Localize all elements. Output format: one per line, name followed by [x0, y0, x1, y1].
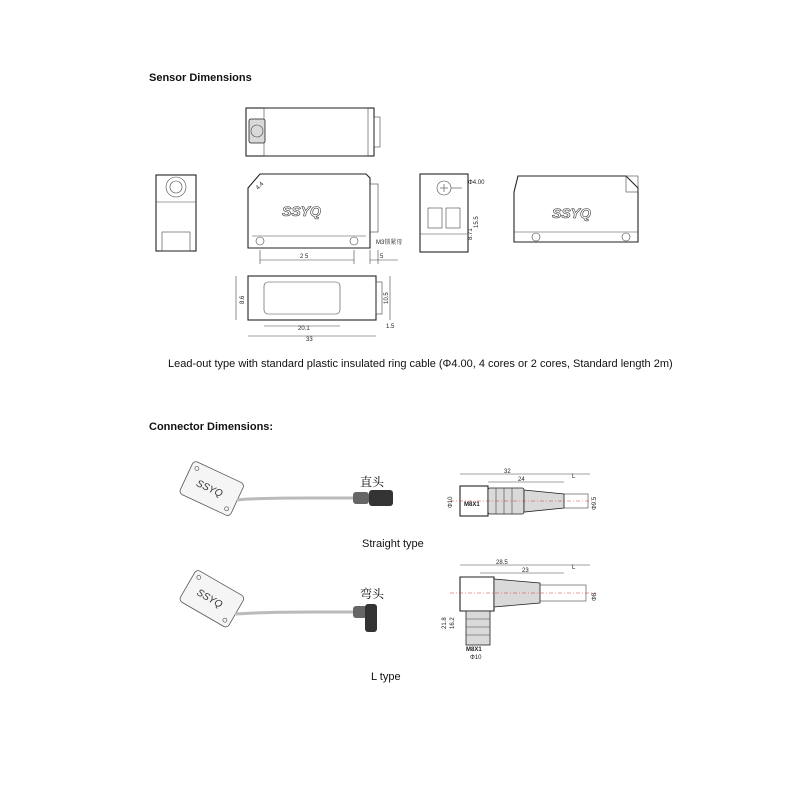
- dim-m3-label: M3锁紧母: [376, 240, 403, 246]
- sensor-left-end-view-drawing: [152, 172, 202, 257]
- l-connector-drawing: [440, 555, 605, 665]
- dim-l-23: 23: [522, 568, 529, 574]
- dim-straight-24: 24: [518, 477, 525, 483]
- dim-phi400: Φ4.00: [468, 180, 485, 186]
- dim-871: 8.71: [468, 228, 474, 240]
- dim-155: 15.5: [474, 216, 480, 228]
- sensor-front-end-view-drawing: [418, 170, 498, 260]
- dim-straight-phi10: Φ10: [448, 496, 454, 508]
- svg-text:SSYQ: SSYQ: [282, 203, 321, 219]
- dim-l-L: L: [572, 565, 576, 571]
- sensor-bottom-view-drawing: [232, 268, 402, 346]
- sensor-top-view-drawing: [240, 105, 385, 160]
- l-connector-illustration: [175, 570, 415, 645]
- dim-86: 8.6: [240, 295, 246, 304]
- cable-caption: Lead-out type with standard plastic insulated ring cable (Φ4.00, 4 cores or 2 cores, Standard length 2m): [168, 358, 673, 370]
- dim-corner: 4.4: [255, 181, 266, 192]
- dim-33: 33: [306, 337, 313, 343]
- connector-dimensions-title: Connector Dimensions:: [149, 421, 274, 433]
- dim-l-285: 28.5: [496, 560, 508, 566]
- l-cjk-label: 弯头: [360, 587, 385, 601]
- dim-straight-cable: Φ9.5: [592, 496, 598, 510]
- dim-201: 20.1: [298, 326, 310, 332]
- sensor-dimensions-title: Sensor Dimensions: [149, 72, 252, 84]
- straight-cjk-label: 直头: [360, 475, 385, 489]
- dim-l-phi8: Φ8: [592, 592, 598, 601]
- dim-straight-thread: M8X1: [464, 502, 480, 508]
- l-logo: SSYQ: [194, 587, 225, 611]
- dim-right-offset: 5: [380, 254, 384, 260]
- straight-type-caption: Straight type: [362, 538, 424, 550]
- sensor-logo: [282, 203, 321, 219]
- sensor-side-view-drawing: [238, 168, 403, 283]
- dim-l-162: 16.2: [450, 617, 456, 629]
- sensor-back-logo: SSYQ: [552, 205, 591, 221]
- straight-connector-drawing: [440, 464, 600, 524]
- sensor-back-view-drawing: [508, 172, 658, 257]
- dim-straight-32: 32: [504, 469, 511, 475]
- dim-straight-L: L: [572, 474, 576, 480]
- dim-l-218: 21.8: [442, 617, 448, 629]
- dim-15: 1.5: [386, 324, 395, 330]
- dim-105: 10.5: [384, 292, 390, 304]
- l-type-caption: L type: [371, 671, 401, 683]
- dim-l-thread: M8X1: [466, 647, 482, 653]
- dim-l-phi10: Φ10: [470, 655, 482, 661]
- dim-pitch: 2 5: [300, 254, 309, 260]
- straight-logo: SSYQ: [194, 478, 225, 500]
- straight-connector-illustration: [175, 460, 415, 530]
